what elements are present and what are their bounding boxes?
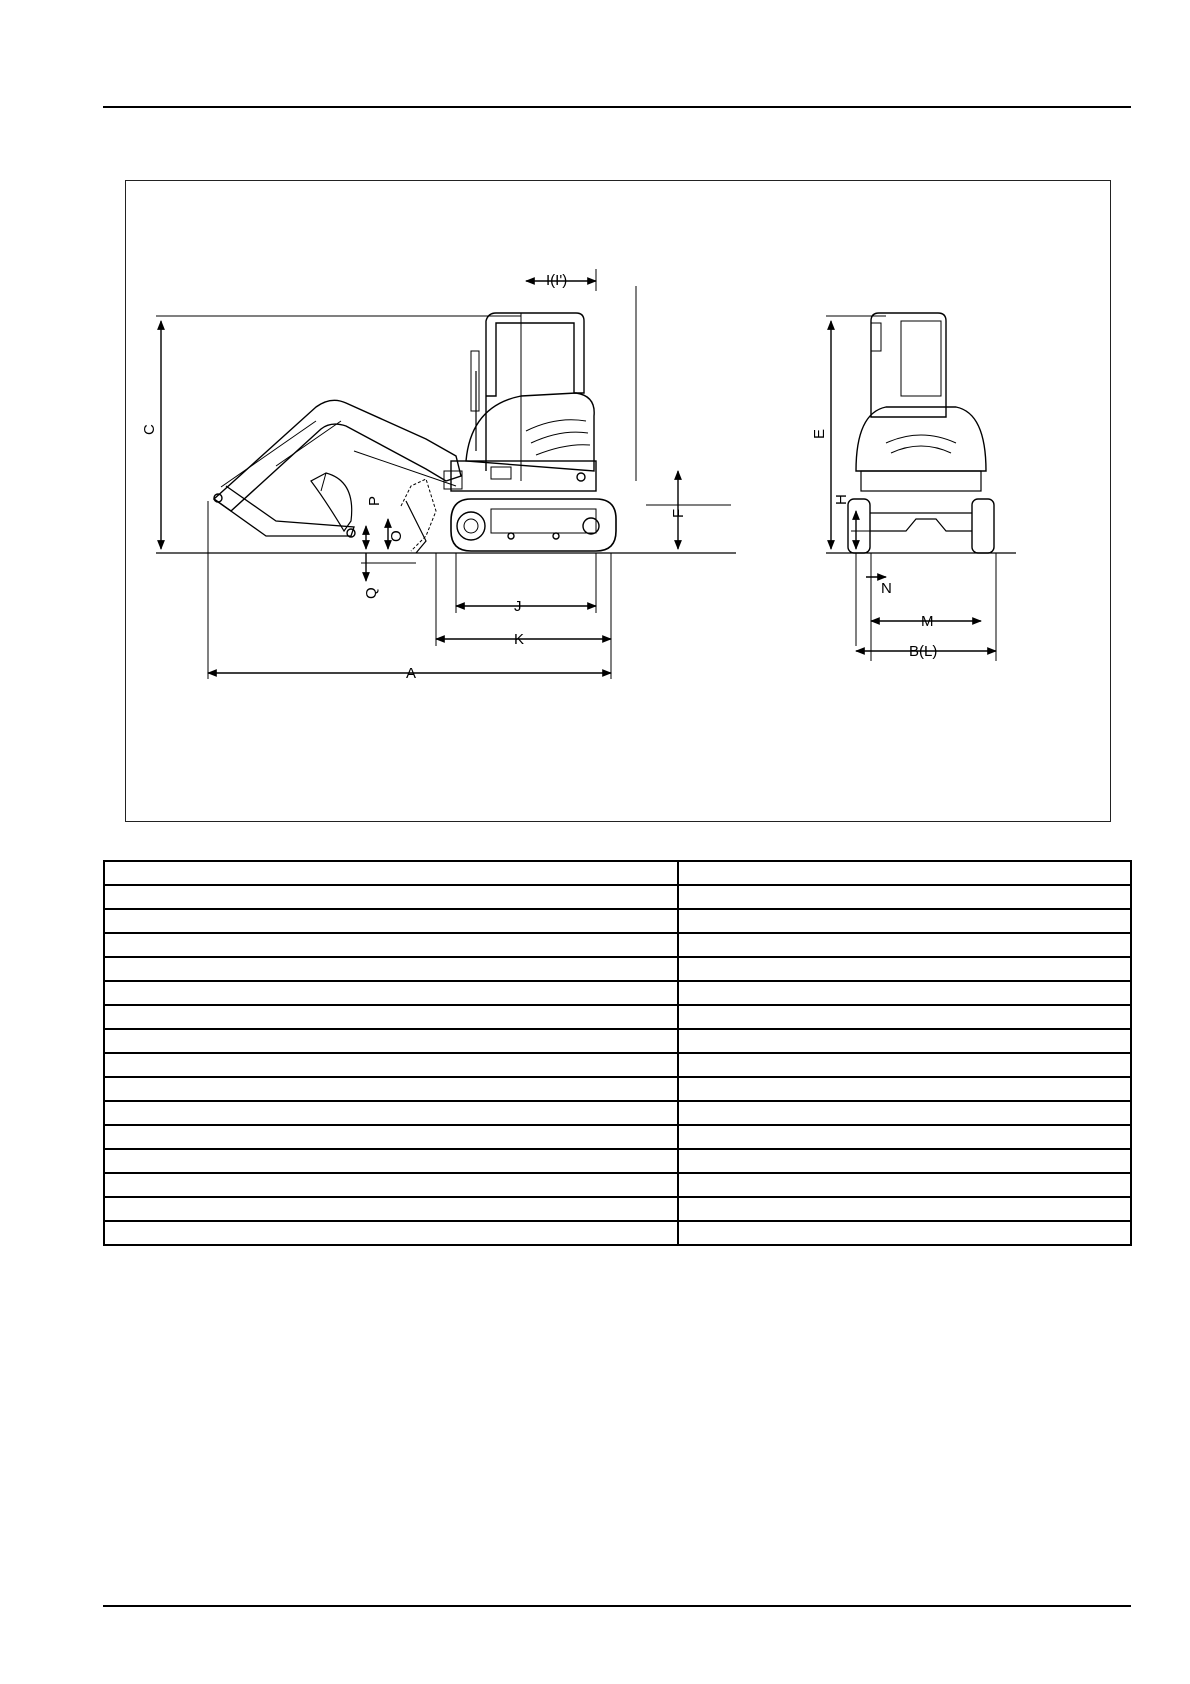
footer-rule [103,1605,1131,1607]
label-e: E [811,428,828,439]
table-row [104,861,1131,885]
table-cell-label [104,909,678,933]
table-cell-value [678,1053,1131,1077]
table-cell-label [104,861,678,885]
table-cell-label [104,1221,678,1245]
excavator-drawing [126,181,1112,823]
table-cell-value [678,1077,1131,1101]
table-cell-value [678,1197,1131,1221]
table-cell-label [104,885,678,909]
table-row [104,933,1131,957]
table-row [104,909,1131,933]
label-j: J [514,598,522,615]
table-cell-value [678,1221,1131,1245]
label-i: I(I') [546,272,568,289]
table-cell-value [678,1149,1131,1173]
header-rule [103,106,1131,108]
table-cell-label [104,933,678,957]
table-row [104,1053,1131,1077]
label-f: F [670,508,687,518]
front-view-labels [811,429,937,660]
table-cell-label [104,1197,678,1221]
label-o: O [388,530,405,542]
table-row [104,885,1131,909]
table-row [104,1221,1131,1245]
table-cell-value [678,957,1131,981]
table-cell-label [104,1029,678,1053]
side-view-labels [141,272,687,682]
table-cell-label [104,981,678,1005]
table-row [104,1029,1131,1053]
table-cell-value [678,909,1131,933]
table-row [104,1125,1131,1149]
table-cell-label [104,1125,678,1149]
table-cell-label [104,1173,678,1197]
table-cell-value [678,861,1131,885]
table-row [104,981,1131,1005]
dimension-figure [125,180,1111,822]
label-c: C [141,424,158,435]
label-n: N [881,580,892,597]
table-row [104,1005,1131,1029]
table-row [104,1197,1131,1221]
table-cell-value [678,1101,1131,1125]
table-cell-label [104,957,678,981]
table-cell-value [678,1125,1131,1149]
label-k: K [514,631,525,648]
label-bl: B(L) [909,643,938,660]
specification-table [103,860,1132,1246]
table-cell-value [678,1005,1131,1029]
table-row [104,1101,1131,1125]
table-cell-value [678,933,1131,957]
table-cell-value [678,1173,1131,1197]
table-cell-label [104,1077,678,1101]
table-cell-label [104,1101,678,1125]
table-cell-value [678,1029,1131,1053]
table-cell-value [678,885,1131,909]
label-a: A [406,665,417,682]
table-row [104,1149,1131,1173]
table-cell-label [104,1005,678,1029]
table-cell-label [104,1149,678,1173]
table-row [104,957,1131,981]
label-q: Q [363,587,380,599]
label-h: H [833,494,850,505]
table-cell-label [104,1053,678,1077]
table-row [104,1077,1131,1101]
table-row [104,1173,1131,1197]
table-cell-value [678,981,1131,1005]
label-m: M [921,613,934,630]
label-p: P [366,495,383,506]
